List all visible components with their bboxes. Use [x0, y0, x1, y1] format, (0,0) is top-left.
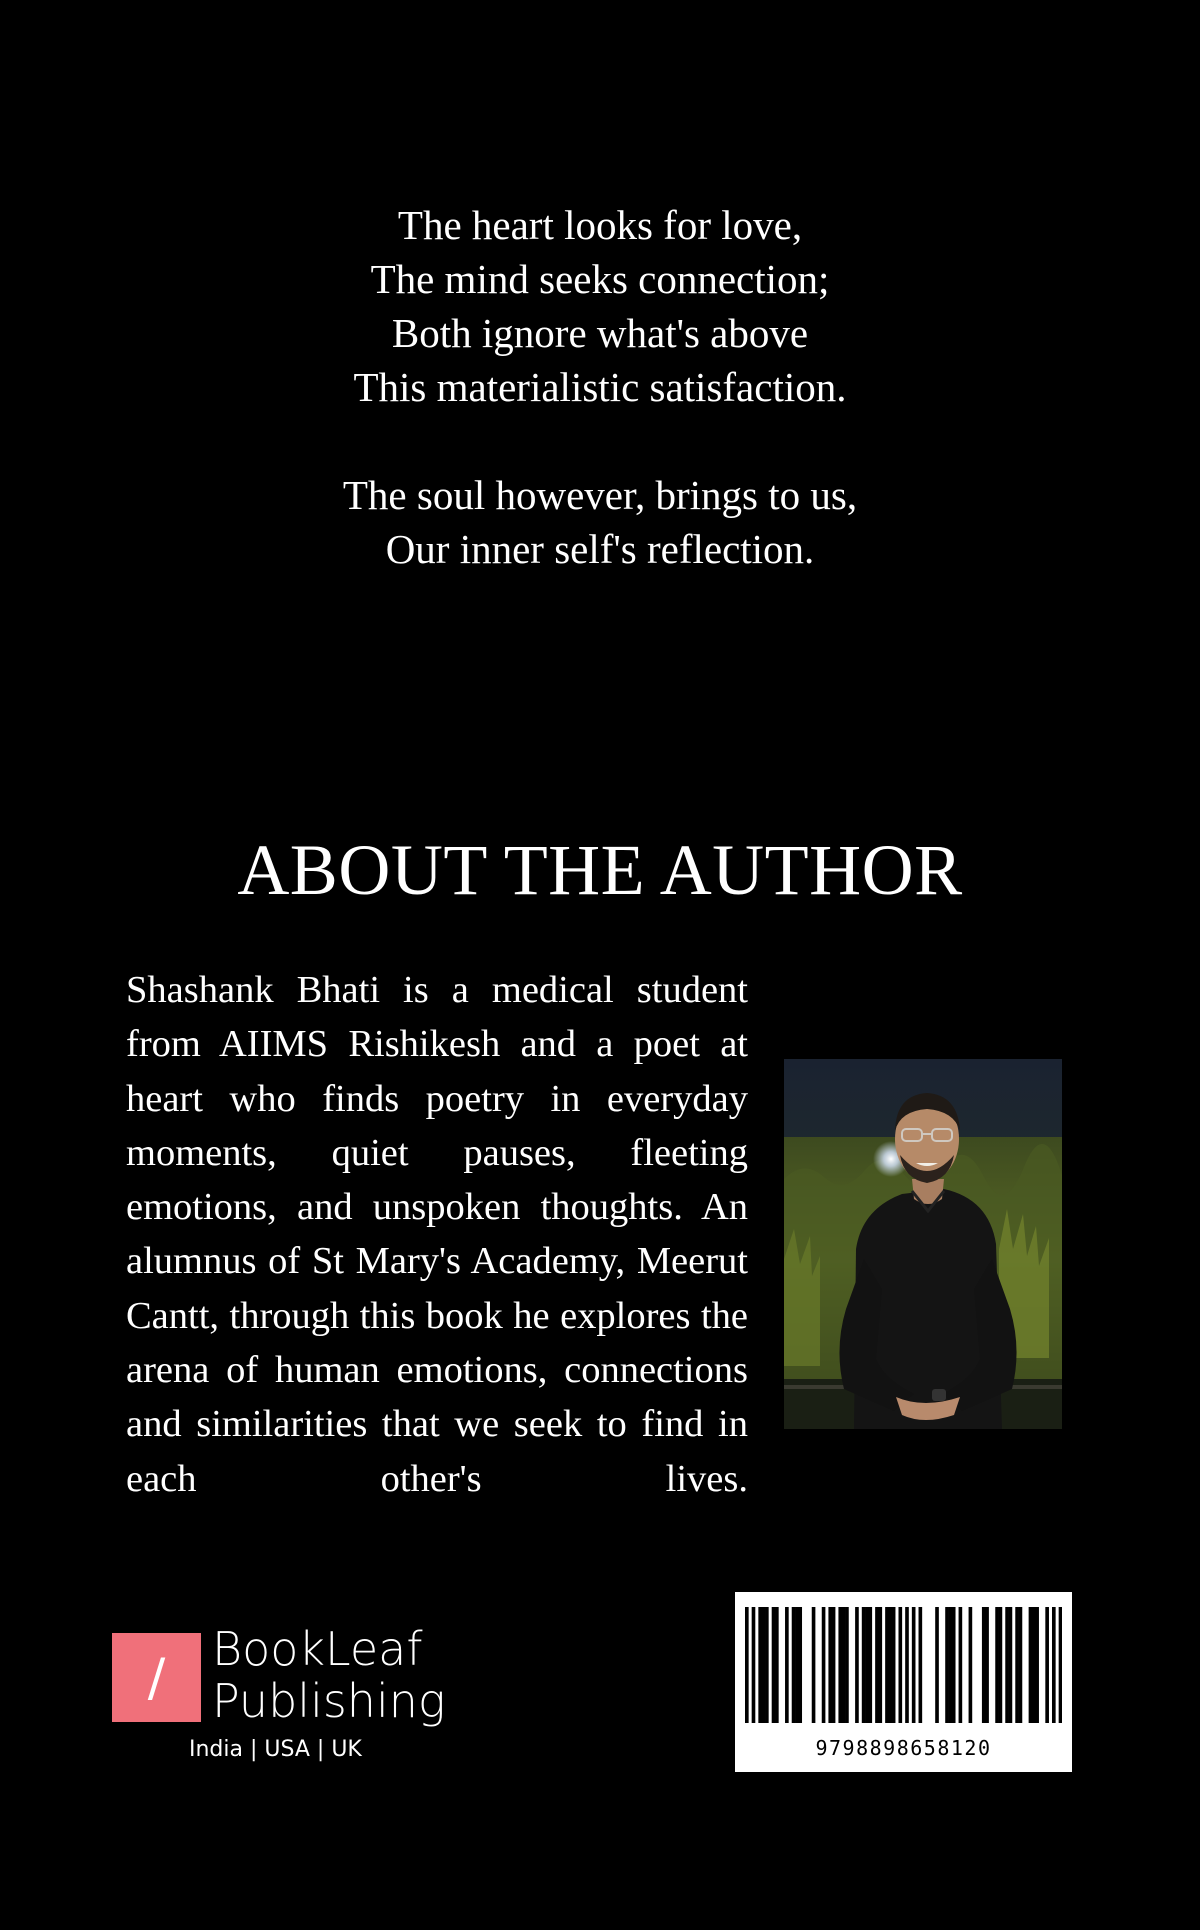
barcode-bar	[842, 1607, 846, 1723]
barcode-bar	[1045, 1607, 1049, 1723]
barcode-bar	[898, 1607, 902, 1723]
barcode-bar	[765, 1607, 769, 1723]
poem-line: Both ignore what's above	[391, 310, 809, 356]
slash-icon: /	[147, 1647, 166, 1708]
barcode-bar	[905, 1607, 909, 1723]
barcode-bar	[919, 1607, 923, 1723]
barcode-bar	[949, 1607, 953, 1723]
barcode-bar	[812, 1607, 816, 1723]
barcode-bar	[865, 1607, 869, 1723]
publisher-name	[212, 1623, 446, 1727]
barcode-bar	[868, 1607, 872, 1723]
poem	[0, 198, 1200, 576]
author-bio: Shashank Bhati is a medical student from AIIMS Rishikesh and a poet at heart who finds poetry in everyday moments, quiet pauses, fleeting emotions, and unspoken thoughts. An alumnus of St Mary's Academy, Meerut Cantt, through this book he explores the arena of human emotions, connections and similarities that we seek to find in each other's lives.	[126, 969, 748, 1500]
barcode-bar	[888, 1607, 892, 1723]
barcode-bar	[885, 1607, 889, 1723]
barcode-bar	[828, 1607, 832, 1723]
logo-mark	[112, 1633, 201, 1722]
barcode-bar	[1059, 1607, 1062, 1723]
poem-line: The soul however, brings to us,	[342, 472, 858, 518]
barcode-bar	[832, 1607, 836, 1723]
barcode-bar	[935, 1607, 939, 1723]
barcode-bar	[1035, 1607, 1039, 1723]
barcode-bar	[772, 1607, 776, 1723]
publisher-name-line1: BookLeaf	[212, 1622, 423, 1676]
barcode-bar	[1015, 1607, 1019, 1723]
poem-line: This materialistic satisfaction.	[353, 364, 847, 410]
poem-line: The mind seeks connection;	[370, 256, 830, 302]
barcode-bars	[745, 1607, 1062, 1723]
isbn-number: 9798898658120	[815, 1736, 992, 1760]
barcode-bar	[795, 1607, 799, 1723]
barcode-bar	[792, 1607, 796, 1723]
barcode-bar	[1029, 1607, 1033, 1723]
barcode-bar	[762, 1607, 766, 1723]
barcode-bar	[845, 1607, 849, 1723]
barcode-bar	[822, 1607, 826, 1723]
publisher-name-line2: Publishing	[212, 1674, 446, 1728]
barcode-bar	[785, 1607, 789, 1723]
barcode-bar	[1019, 1607, 1023, 1723]
barcode-bar	[838, 1607, 842, 1723]
stanza-break	[0, 414, 1200, 468]
barcode-bar	[745, 1607, 749, 1723]
barcode-bar	[758, 1607, 762, 1723]
barcode-bar	[985, 1607, 989, 1723]
barcode-bar	[1032, 1607, 1036, 1723]
barcode-bar	[1005, 1607, 1009, 1723]
poem-line: The heart looks for love,	[397, 202, 803, 248]
barcode-bar	[1052, 1607, 1056, 1723]
barcode-bar	[952, 1607, 956, 1723]
barcode-bar	[775, 1607, 779, 1723]
barcode-bar	[875, 1607, 879, 1723]
barcode-bar	[798, 1607, 802, 1723]
author-photo	[784, 1059, 1062, 1429]
publisher-countries: India | USA | UK	[189, 1737, 362, 1762]
barcode-bar	[912, 1607, 916, 1723]
barcode-bar	[982, 1607, 986, 1723]
bookleaf-publishing-logo	[112, 1622, 462, 1769]
poem-line: Our inner self's reflection.	[385, 526, 815, 572]
barcode-bar	[752, 1607, 756, 1723]
about-the-author-heading: ABOUT THE AUTHOR	[237, 830, 963, 910]
barcode-bar	[999, 1607, 1003, 1723]
barcode-bar	[945, 1607, 949, 1723]
isbn-barcode	[735, 1592, 1072, 1772]
barcode-bar	[1009, 1607, 1013, 1723]
barcode-bar	[862, 1607, 866, 1723]
barcode-bar	[995, 1607, 999, 1723]
barcode-bar	[959, 1607, 963, 1723]
barcode-bar	[855, 1607, 859, 1723]
barcode-bar	[878, 1607, 882, 1723]
barcode-bar	[969, 1607, 973, 1723]
barcode-bar	[892, 1607, 896, 1723]
